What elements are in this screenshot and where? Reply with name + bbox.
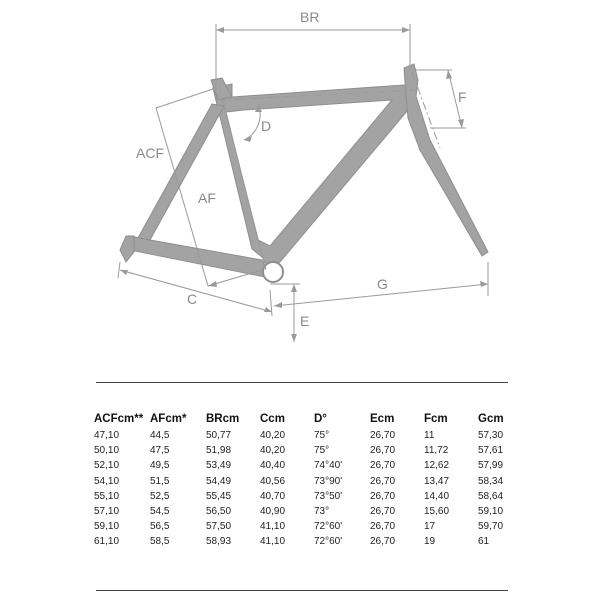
table-row [94,443,518,458]
label-acf: ACF [136,145,164,161]
table-cell: 26,70 [370,445,396,457]
table-cell: 73° [314,506,330,518]
table-cell: 61,10 [94,536,120,548]
table-cell: 57,99 [478,460,504,472]
rear-dropout [120,236,134,262]
seat-stay [138,104,224,240]
table-cell: 56,5 [150,521,170,533]
table-cell: 47,5 [150,445,170,457]
table-cell: 11,72 [424,445,449,457]
table-cell: 59,10 [478,506,504,518]
table-row [94,474,518,489]
table-cell: 41,10 [260,536,286,548]
table-header-row [94,412,518,428]
table-cell: 26,70 [370,536,396,548]
header-f: Fcm [424,413,448,425]
table-cell: 58,93 [206,536,232,548]
table-cell: 26,70 [370,430,396,441]
table-cell: 44,5 [150,430,170,441]
label-f: F [458,89,467,105]
header-g: Gcm [478,413,504,425]
table-cell: 57,50 [206,521,232,533]
head-tube-and-fork [404,64,488,256]
table-cell: 40,70 [260,490,286,502]
table-row [94,489,518,504]
table-cell: 14,40 [424,490,450,502]
table-cell: 72°60' [314,521,343,533]
table-row [94,534,518,549]
table-cell: 49,5 [150,460,170,472]
table-cell: 54,5 [150,506,170,518]
table-cell: 56,50 [206,506,232,518]
table-cell: 26,70 [370,490,396,502]
table-cell: 51,98 [206,445,232,457]
table-top-rule [96,382,508,383]
table-cell: 40,20 [260,445,286,457]
table-cell: 50,77 [206,430,232,441]
table-cell: 57,61 [478,445,504,457]
table-cell: 40,40 [260,460,286,472]
table-cell: 58,5 [150,536,170,548]
table-cell: 40,20 [260,430,286,441]
table-cell: 11 [424,430,435,441]
table-cell: 75° [314,430,330,441]
table-cell: 41,10 [260,521,286,533]
table-cell: 52,10 [94,460,120,472]
label-g: G [377,276,388,292]
header-e: Ecm [370,413,395,425]
table-cell: 26,70 [370,506,396,518]
label-d: D [261,118,272,134]
table-cell: 59,10 [94,521,120,533]
table-cell: 74°40' [314,460,343,472]
header-af: AFcm* [150,413,187,425]
table-cell: 59,70 [478,521,504,533]
table-cell: 26,70 [370,475,396,487]
table-cell: 26,70 [370,521,396,533]
table-cell: 72°60' [314,536,343,548]
label-e: E [300,313,310,329]
table-cell: 73°50' [314,490,343,502]
header-d: D° [314,413,327,425]
table-bottom-rule [96,590,508,591]
table-cell: 54,49 [206,475,232,487]
table-cell: 19 [424,536,436,548]
header-acf: ACFcm** [94,413,144,425]
table-cell: 40,56 [260,475,286,487]
table-cell: 52,5 [150,490,170,502]
table-row [94,428,518,443]
table-cell: 13,47 [424,475,450,487]
table-cell: 75° [314,445,330,457]
table-row [94,458,518,473]
table-cell: 55,45 [206,490,232,502]
label-br: BR [300,9,320,25]
table-cell: 54,10 [94,475,120,487]
header-br: BRcm [206,413,240,425]
table-cell: 17 [424,521,436,533]
table-row [94,519,518,534]
table-cell: 26,70 [370,460,396,472]
table-cell: 40,90 [260,506,286,518]
table-cell: 73°90' [314,475,343,487]
table-cell: 47,10 [94,430,120,441]
label-c: C [187,291,198,307]
table-cell: 61 [478,536,490,548]
label-af: AF [198,190,216,206]
table-cell: 12,62 [424,460,450,472]
table-cell: 58,34 [478,475,504,487]
main-triangle [213,84,414,267]
header-c: Ccm [260,413,285,425]
table-row [94,504,518,519]
table-cell: 50,10 [94,445,120,457]
geometry-table [94,412,518,550]
table-cell: 57,10 [94,506,120,518]
table-cell: 51,5 [150,475,170,487]
table-cell: 15,60 [424,506,450,518]
bottom-bracket [263,262,283,282]
table-cell: 55,10 [94,490,120,502]
table-cell: 57,30 [478,430,504,441]
table-cell: 53,49 [206,460,232,472]
table-cell: 58,64 [478,490,504,502]
